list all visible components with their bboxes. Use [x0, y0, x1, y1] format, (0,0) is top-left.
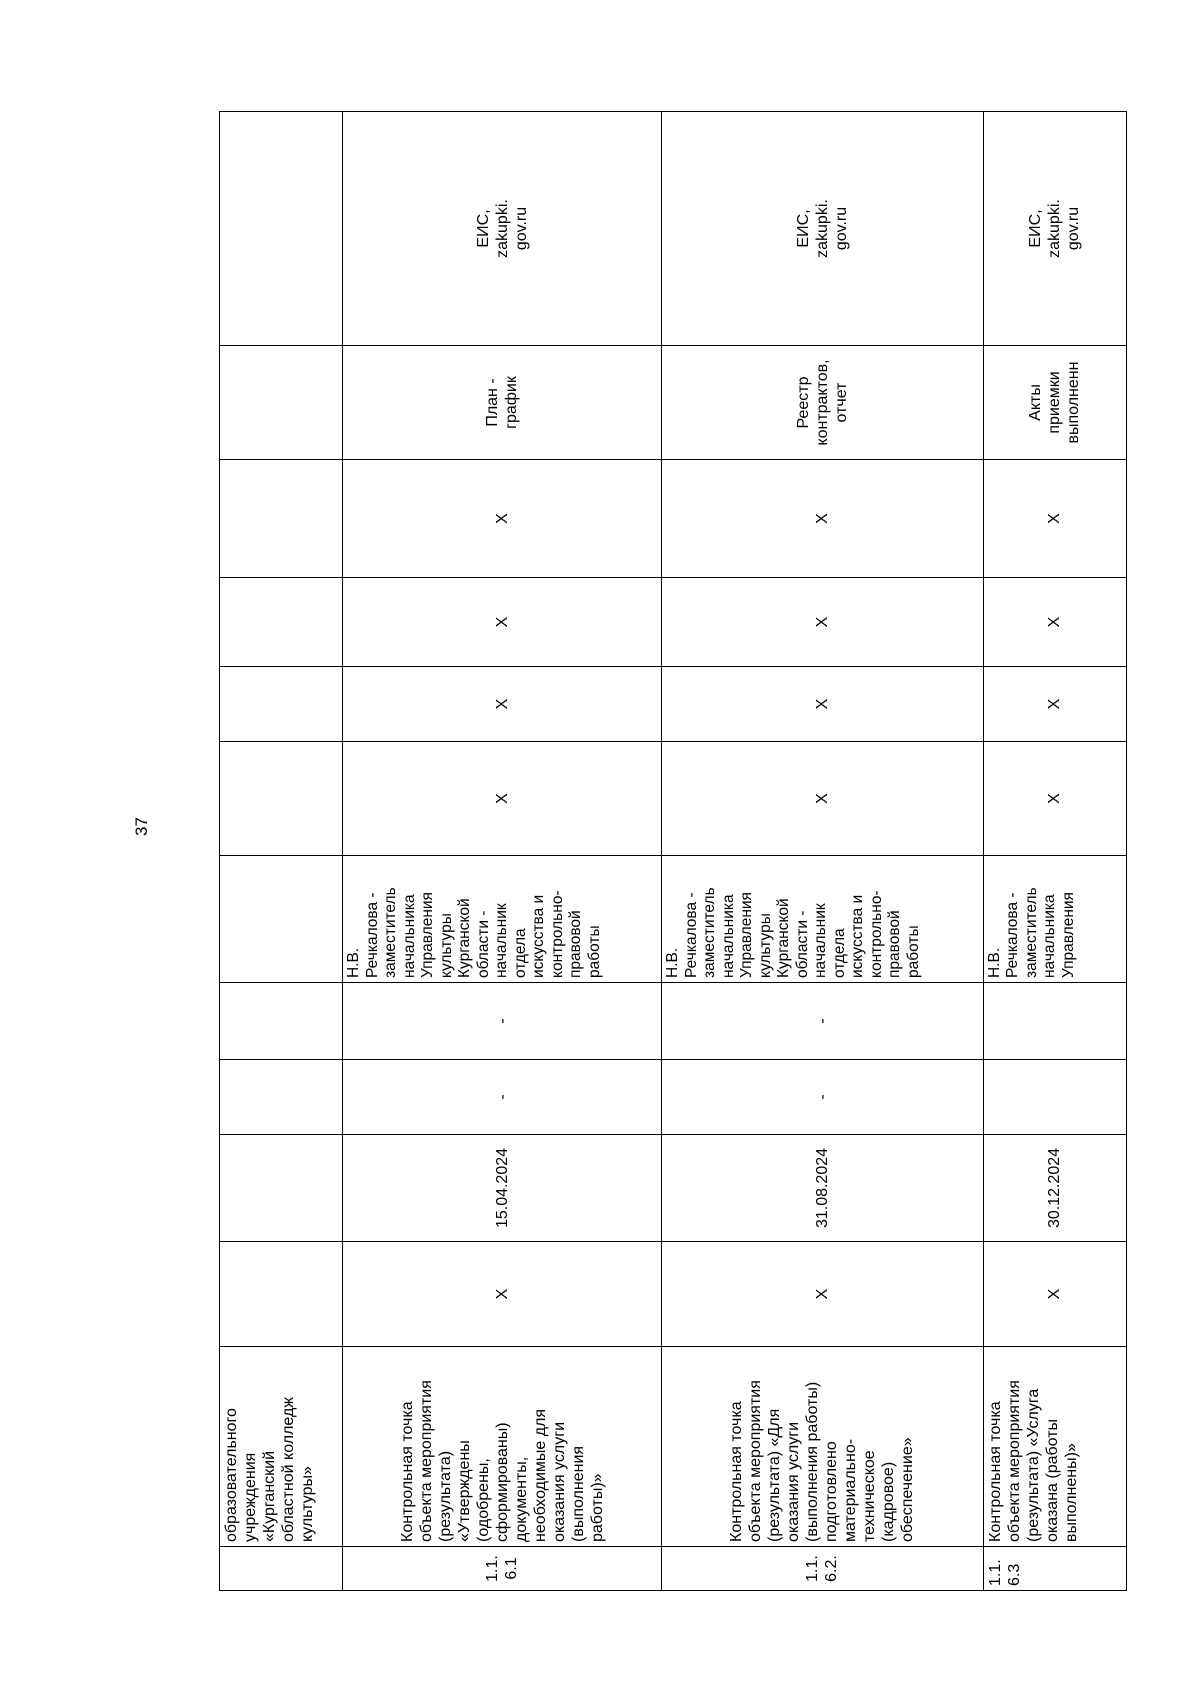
cell-name: Контрольная точка объекта мероприятия (результата) «Услуга оказана (работы выполнены)» [983, 1347, 1126, 1547]
cell-c8: Х [983, 742, 1126, 856]
cell-c11: Х [662, 460, 984, 578]
cell-c6 [220, 983, 343, 1060]
cell-c6 [983, 983, 1126, 1060]
table-row [220, 112, 343, 1591]
table-row [983, 112, 1126, 1591]
cell-document: План - график [343, 346, 662, 460]
cell-c7 [220, 856, 343, 983]
cell-c4: 31.08.2024 [662, 1135, 984, 1242]
cell-number: 1.1.6.1 [343, 1547, 662, 1591]
cell-c10 [220, 578, 343, 667]
cell-document: Акты приемки выполненн [983, 346, 1126, 460]
cell-c10: Х [343, 578, 662, 667]
cell-c4: 15.04.2024 [343, 1135, 662, 1242]
cell-c10: Х [662, 578, 984, 667]
cell-c9: Х [983, 667, 1126, 742]
cell-number [220, 1547, 343, 1591]
cell-c5: - [343, 1060, 662, 1135]
cell-c6: - [343, 983, 662, 1060]
cell-c3: Х [662, 1242, 984, 1347]
cell-responsible: Н.В. Речкалова - заместитель начальника Управления культуры Курганской области - начальник отдела искусства и контрольно- правовой работы [343, 856, 662, 983]
table-row [662, 112, 984, 1591]
cell-c9: Х [343, 667, 662, 742]
cell-source: ЕИС, zakupki. gov.ru [662, 112, 984, 346]
cell-c5 [983, 1060, 1126, 1135]
cell-c4: 30.12.2024 [983, 1135, 1126, 1242]
cell-c3 [220, 1242, 343, 1347]
cell-c12 [220, 346, 343, 460]
cell-c10: Х [983, 578, 1126, 667]
cell-c11: Х [983, 460, 1126, 578]
cell-c4 [220, 1135, 343, 1242]
cell-c9 [220, 667, 343, 742]
rotated-table-container [219, 112, 1127, 1591]
control-points-table [219, 111, 1127, 1591]
cell-responsible: Н.В. Речкалова - заместитель начальника Управления культуры Курганской области - начальник отдела искусства и контрольно- правовой работы [662, 856, 984, 983]
cell-name: Контрольная точка объекта мероприятия (результата) «Для оказания услуги (выполнения работы) подготовлено материально- техническое (кадровое) обеспечение» [662, 1347, 984, 1547]
cell-document: Реестр контрактов, отчет [662, 346, 984, 460]
cell-c8 [220, 742, 343, 856]
cell-c8: Х [343, 742, 662, 856]
cell-c13 [220, 112, 343, 346]
table-row [343, 112, 662, 1591]
cell-c11: Х [343, 460, 662, 578]
cell-c11 [220, 460, 343, 578]
cell-c5: - [662, 1060, 984, 1135]
cell-c3: Х [983, 1242, 1126, 1347]
page-number: 37 [132, 817, 151, 836]
cell-source: ЕИС, zakupki. gov.ru [983, 112, 1126, 346]
cell-c3: Х [343, 1242, 662, 1347]
cell-c5 [220, 1060, 343, 1135]
cell-c9: Х [662, 667, 984, 742]
cell-number: 1.1.6.3 [983, 1547, 1126, 1591]
cell-c8: Х [662, 742, 984, 856]
cell-number: 1.1.6.2. [662, 1547, 984, 1591]
cell-name: образовательного учреждения «Курганский областной колледж культуры» [220, 1347, 343, 1547]
cell-responsible: Н.В. Речкалова - заместитель начальника Управления [983, 856, 1126, 983]
cell-source: ЕИС, zakupki. gov.ru [343, 112, 662, 346]
cell-c6: - [662, 983, 984, 1060]
cell-name: Контрольная точка объекта мероприятия (результата) «Утверждены (одобрены, сформированы) документы, необходимые для оказания услуги (выполнения работы)» [343, 1347, 662, 1547]
